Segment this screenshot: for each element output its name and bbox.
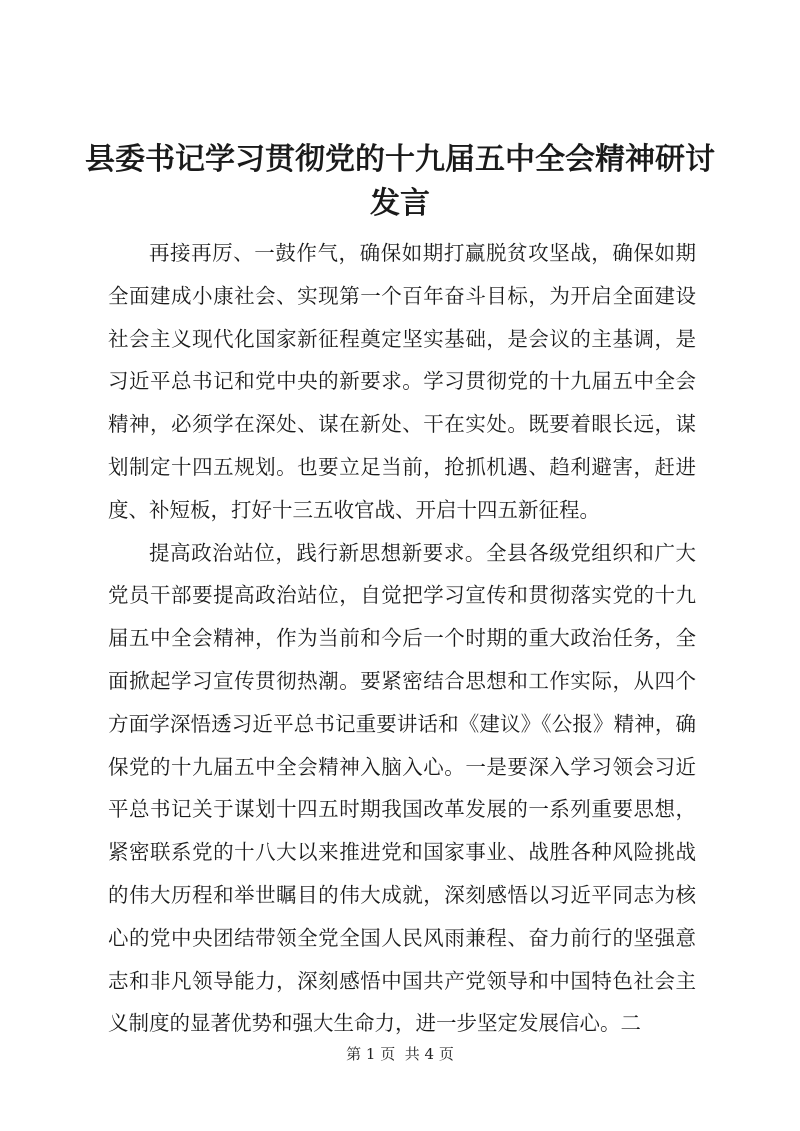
paragraph-1: 再接再厉、一鼓作气，确保如期打赢脱贫攻坚战，确保如期全面建成小康社会、实现第一个百年奋斗目标，为开启全面建设社会主义现代化国家新征程奠定坚实基础，是会议的主基调，是习近平总书记和党中央的新要求。学习贯彻党的十九届五中全会精神，必须学在深处、谋在新处、干在实处。既要着眼长远，谋划制定十四五规划。也要立足当前，抢抓机遇、趋利避害，赶进度、补短板，打好十三五收官战、开启十四五新征程。 <box>108 241 696 522</box>
page-footer <box>0 1044 800 1064</box>
page-number: 第 1 页 共 4 页 <box>346 1045 454 1063</box>
paragraph-2: 提高政治站位，践行新思想新要求。全县各级党组织和广大党员干部要提高政治站位，自觉把学习宣传和贯彻落实党的十九届五中全会精神，作为当前和今后一个时期的重大政治任务，全面掀起学习宣传贯彻热潮。要紧密结合思想和工作实际，从四个方面学深悟透习近平总书记重要讲话和《建议》《公报》精神，确保党的十九届五中全会精神入脑入心。一是要深入学习领会习近平总书记关于谋划十四五时期我国改革发展的一系列重要思想，紧密联系党的十八大以来推进党和国家事业、战胜各种风险挑战的伟大历程和举世瞩目的伟大成就，深刻感悟以习近平同志为核心的党中央团结带领全党全国人民风雨兼程、奋力前行的坚强意志和非凡领导能力，深刻感悟中国共产党领导和中国特色社会主义制度的显著优势和强大生命力，进一步坚定发展信心。二 <box>108 540 696 1036</box>
document-body <box>108 232 696 1045</box>
document-title: 县委书记学习贯彻党的十九届五中全会精神研讨发言 <box>85 142 715 221</box>
